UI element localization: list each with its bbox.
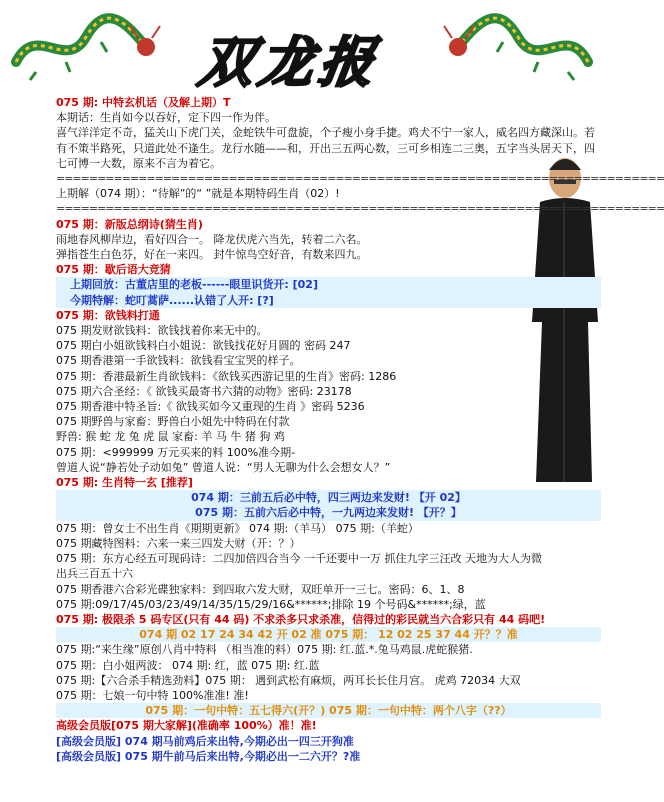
text-line: 075 期：新版总纲诗(猜生肖): [56, 217, 203, 231]
text-line: 075 期: 生肖特一玄 [推荐]: [56, 476, 193, 490]
text-line: 野兽: 猴 蛇 龙 兔 虎 鼠 家畜: 羊 马 牛 猪 狗 鸡: [56, 430, 285, 444]
text-line: 上期解（074 期）：“待解”的“ ”就是本期特码生肖（02）!: [56, 187, 340, 201]
text-line: 曾道人说“静若处子动如兔” 曾道人说：“男人无聊为什么会想女人？”: [56, 460, 391, 474]
text-line: 075 期藏特图料：六来一来三四发大财（开：？）: [56, 536, 301, 550]
text-line: 075 期香港六合彩光碟独家料：到四取六发大财，双旺单开一三七。密码：6、1、8: [56, 582, 465, 596]
text-line: 075 期香港第一手欲钱料：欲钱看宝宝哭的样子。: [56, 354, 301, 368]
text-line: 075 期：七娘一句中特 100%准准! 准!: [56, 688, 249, 702]
text-line: 074 期 02 17 24 34 42 开 02 准 075 期： 12 02 25 37 44 开？？准: [56, 627, 601, 642]
text-line: 075 期白小姐欲钱料白小姐说：欲钱找花好月圆的 密码 247: [56, 339, 351, 353]
text-line: 075 期发财欲钱料：欲钱找着你来无中的。: [56, 324, 268, 338]
text-line: 075 期：香港最新生肖欲钱料：《欲钱买西游记里的生肖》密码: 1286: [56, 369, 397, 383]
text-line: 075 期：<999999 万元买来的料 100%准今期-: [56, 445, 296, 459]
text-line: 弹指苍生白色芬，好在一来四。 封牛惊鸟空好音，有数来四九。: [56, 248, 368, 262]
text-line: 075 期: 中特玄机话（及解上期）T: [56, 96, 231, 109]
right-dragon-icon: [448, 2, 598, 82]
text-line: 075 期: 极限杀 5 码专区(只有 44 码) 不求杀多只求杀准，信得过的彩民就当六合彩只有 44 码吧!: [56, 612, 546, 626]
text-line: 喜气洋洋定不奇，猛关山下虎门关，金蛇铁牛可盘旋，个子瘦小身手捷。鸡犬不宁一家人，威名四方藏深山。若有不策半路死，只道此处不逢生。龙行水随——和，开出三五两心数，三可乡相连二三奥，五字当头居天下，四七可博一大数，原来不言为着它。: [56, 126, 595, 170]
text-line: 出兵三百五十六: [56, 567, 133, 581]
text-line: 075 期：五前六后必中特，一九两边来发财! 【开？】: [56, 505, 601, 520]
text-line: 上期回放：古董店里的老板------眼里识货开: [02]: [56, 277, 601, 292]
text-line: 雨地春风柳岸边，看好四合一。 降龙伏虎六当先，转着二六名。: [56, 232, 368, 246]
text-line: 075 期六合圣经：《 欲钱买最寄书六猜的动物》密码: 23178: [56, 384, 352, 398]
text-line: 075 期：一句中特：五七得六(开？) 075 期：一句中特：两个八字（??）: [56, 703, 601, 718]
text-line: 075 期：歇后语大竞猜: [56, 263, 171, 277]
header: [0, 0, 604, 92]
text-line: 075 期野兽与家畜：野兽白小姐先中特码在付款: [56, 415, 290, 429]
text-line: [高级会员版] 074 期马前鸡后来出特,今期必出一四三开狗准: [56, 734, 354, 748]
text-line: 075 期:“来生缘”原创八肖中特料 （相当准的料）075 期: 红.蓝.*.兔马鸡鼠.虎蛇猴猪.: [56, 643, 473, 657]
text-line: 高级会员版[075 期大家解](准确率 100%）准！准!: [56, 719, 317, 733]
text-line: 075 期：曾女士不出生肖《期期更新》 074 期:（羊马） 075 期:（羊蛇）: [56, 521, 419, 535]
text-line: 075 期:09/17/45/03/23/49/14/35/15/29/16&******;排除 19 个号码&******;绿，蓝: [56, 597, 486, 611]
text-line: ==========================================================================: [56, 202, 664, 216]
text-line: 本期话：生肖如今以吞好，定下四一作为伴。: [56, 111, 276, 125]
page-title: 双龙报: [195, 30, 385, 94]
text-line: 075 期：东方心经五可现码诗：二四加倍四合当今 一千还要中一万 抓住九字三汪改 天地为大人为微: [56, 552, 542, 566]
text-line: 075 期：欲钱料打通: [56, 308, 160, 322]
text-line: 075 期香港中特圣旨:《 欲钱买如今又重现的生肖 》密码 5236: [56, 400, 365, 414]
text-line: 075 期：白小姐两波： 074 期: 红，蓝 075 期: 红.蓝: [56, 658, 320, 672]
text-line: 075 期:【六合杀手精选劲料】075 期： 遇到武松有麻烦，两耳长长住月宫。 虎鸡 72034 大双: [56, 673, 521, 687]
text-line: [高级会员版] 075 期牛前马后来出特,今期必出一二六开？?准: [56, 749, 361, 763]
text-line: 今期特解：蛇叮蒿萨......认错了人开: [?]: [56, 293, 601, 308]
text-line: 074 期：三前五后必中特，四三两边来发财! 【开 02】: [56, 490, 601, 505]
text-line: ==========================================================================: [56, 172, 664, 186]
left-dragon-icon: [6, 2, 156, 82]
main-content: [56, 95, 664, 764]
